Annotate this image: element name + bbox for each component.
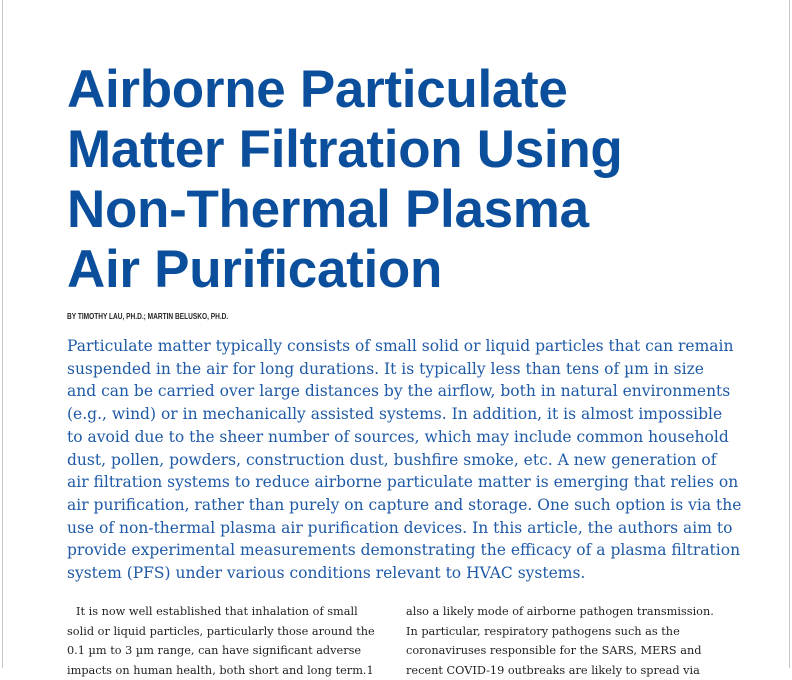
abstract-line: use of non-thermal plasma air purification devices. In this article, the authors aim to xyxy=(67,517,737,540)
abstract-line: provide experimental measurements demonstrating the efficacy of a plasma filtration xyxy=(67,539,737,562)
body-line: In particular, respiratory pathogens such as the xyxy=(406,622,736,642)
body-line: 0.1 µm to 3 µm range, can have significant adverse xyxy=(67,641,377,661)
title-line: Non-Thermal Plasma xyxy=(67,180,767,240)
title-line: Matter Filtration Using xyxy=(67,120,767,180)
body-line: impacts on human health, both short and long term.1 xyxy=(67,661,377,680)
abstract-line: system (PFS) under various conditions relevant to HVAC systems. xyxy=(67,562,737,585)
abstract-line: air filtration systems to reduce airborne particulate matter is emerging that relies on xyxy=(67,471,737,494)
page-edge-left xyxy=(2,0,3,668)
title-line: Air Purification xyxy=(67,240,767,300)
title-line: Airborne Particulate xyxy=(67,60,767,120)
body-column-left xyxy=(67,602,377,680)
abstract-line: (e.g., wind) or in mechanically assisted systems. In addition, it is almost impossible xyxy=(67,403,737,426)
abstract-line: suspended in the air for long durations. It is typically less than tens of µm in size xyxy=(67,358,737,381)
body-line: coronaviruses responsible for the SARS, MERS and xyxy=(406,641,736,661)
article-abstract xyxy=(67,335,737,585)
article-title xyxy=(67,60,767,300)
body-line: also a likely mode of airborne pathogen transmission. xyxy=(406,602,736,622)
body-line: solid or liquid particles, particularly those around the xyxy=(67,622,377,642)
page-edge-right xyxy=(789,0,790,668)
author-byline: BY TIMOTHY LAU, PH.D.; MARTIN BELUSKO, PH.D. xyxy=(67,312,228,322)
abstract-line: air purification, rather than purely on capture and storage. One such option is via the xyxy=(67,494,737,517)
abstract-line: dust, pollen, powders, construction dust, bushfire smoke, etc. A new generation of xyxy=(67,449,737,472)
body-column-right xyxy=(406,602,736,680)
body-line: recent COVID-19 outbreaks are likely to spread via xyxy=(406,661,736,680)
abstract-line: to avoid due to the sheer number of sources, which may include common household xyxy=(67,426,737,449)
abstract-line: Particulate matter typically consists of small solid or liquid particles that can remain xyxy=(67,335,737,358)
abstract-line: and can be carried over large distances by the airflow, both in natural environments xyxy=(67,380,737,403)
body-line: It is now well established that inhalation of small xyxy=(67,602,377,622)
